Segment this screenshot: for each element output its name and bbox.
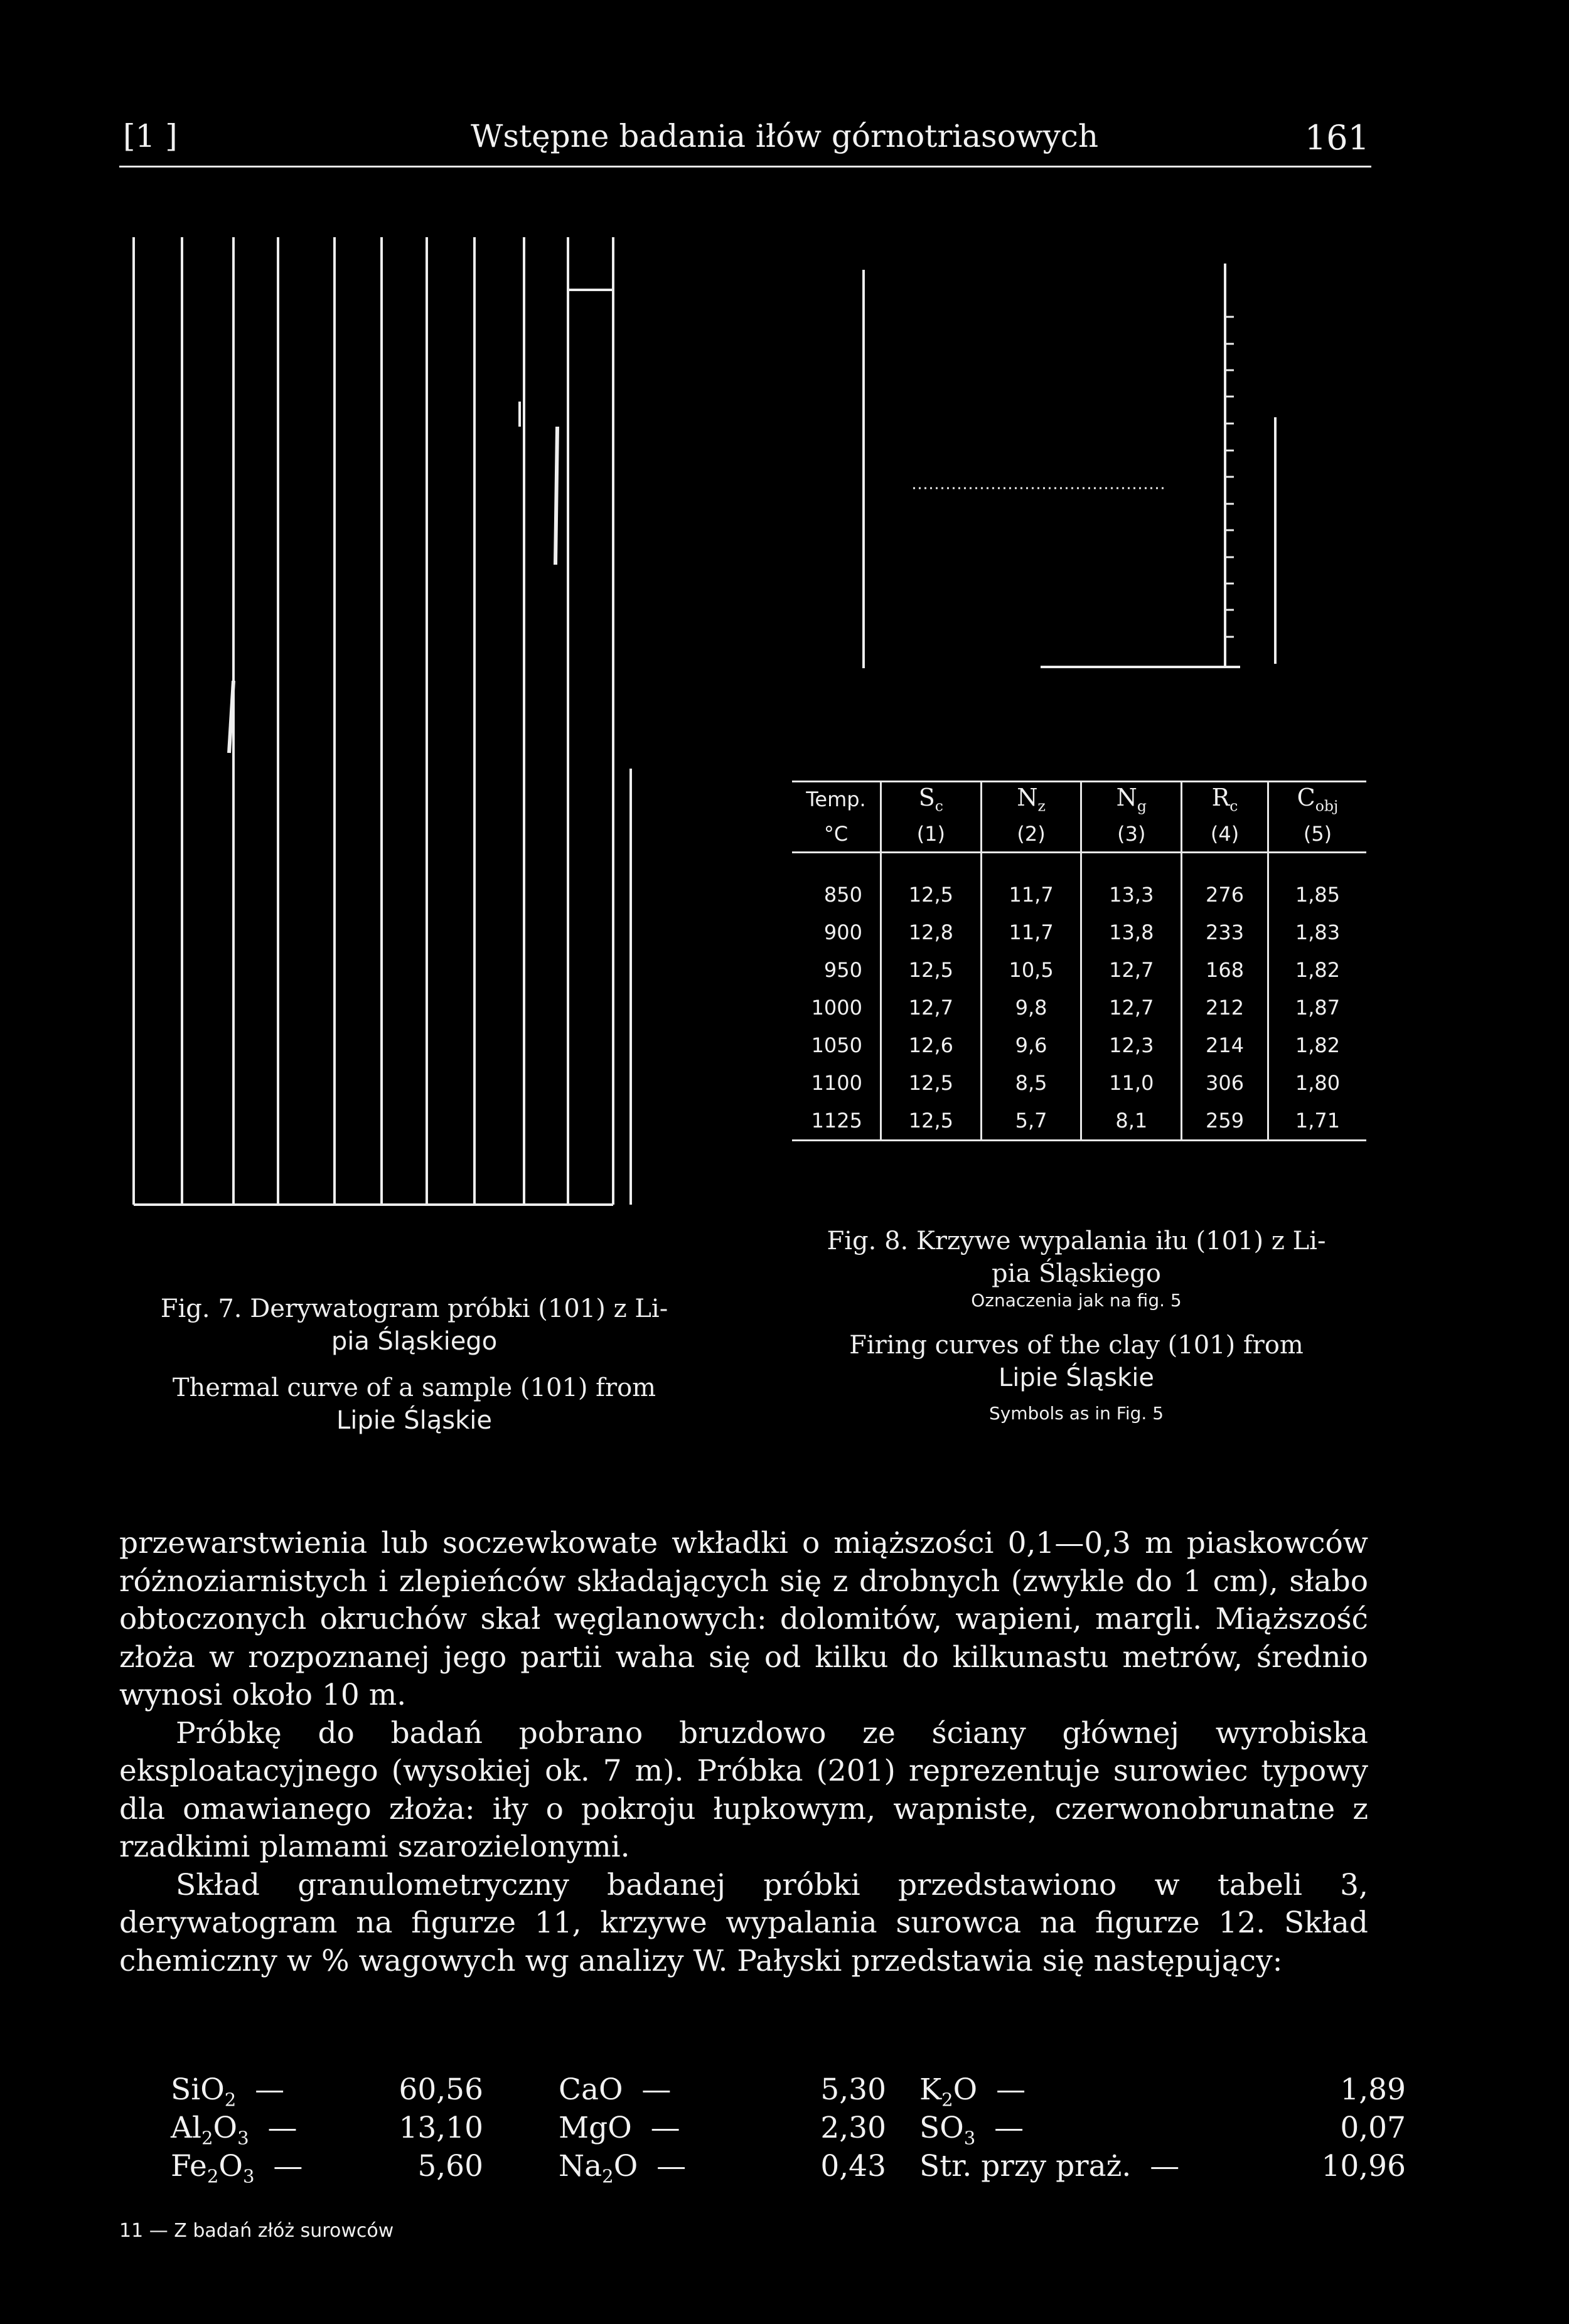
table-cell: 12,7 [881,989,982,1026]
table-cell: 12,6 [881,1026,982,1064]
table-cell: 5,7 [981,1102,1081,1141]
table-cell: 259 [1182,1102,1268,1141]
caption-line: Thermal curve of a sample (101) from [172,1373,656,1402]
table-cell: 12,5 [881,1064,982,1102]
fig8-ticks [1225,317,1234,637]
chem-formula: MgO — [559,2111,699,2145]
th-rc: $R_c$ [1182,782,1268,817]
table-cell: 11,7 [981,914,1081,951]
table-cell: 11,0 [1081,1064,1182,1102]
th-unit: °C [792,816,881,853]
caption-line: Firing curves of the clay (101) from [849,1331,1304,1360]
chem-value: 60,56 [399,2072,483,2107]
chem-value: 5,60 [417,2149,483,2183]
caption-line: Lipie Śląskie [336,1406,492,1435]
table-cell: 1,87 [1268,989,1366,1026]
table-cell: 1,80 [1268,1064,1366,1102]
table-cell: 12,7 [1081,951,1182,989]
table-row [792,1026,1366,1064]
chem-value: 1,89 [1340,2072,1406,2107]
table-cell: 900 [823,920,862,944]
table-cell: 8,1 [1081,1102,1182,1141]
table-cell: 12,3 [1081,1026,1182,1064]
chem-formula: $SO_3$ — [919,2111,1043,2149]
table-cell: 1,82 [1268,1026,1366,1064]
table-row [792,951,1366,989]
caption-line: Lipie Śląskie [999,1363,1154,1392]
table-cell: 306 [1182,1064,1268,1102]
table-cell: 233 [1182,914,1268,951]
paragraph: Próbkę do badań pobrano bruzdowo ze ściany głównej wyrobiska eksploatacyjnego (wysokiej ok. 7 m). Próbka (201) reprezentuje surowiec typowy dla omawianego złoża: iły o pokroju łupkowym, wapniste, czerwonobrunatne z rzadkimi plamami szarozielonymi. [119,1715,1368,1864]
section-marker: [1 ] [123,118,178,154]
table-row [792,989,1366,1026]
table-cell: 214 [1182,1026,1268,1064]
table-cell: 1,83 [1268,914,1366,951]
table-cell: 1100 [811,1071,862,1095]
fig8-symbols-en: Symbols as in Fig. 5 [988,1403,1164,1424]
table-cell: 11,7 [981,853,1081,914]
th-num: (4) [1182,816,1268,853]
chem-value: 5,30 [820,2072,886,2107]
table-cell: 12,5 [881,1102,982,1141]
table-cell: 1,85 [1268,853,1366,914]
footer-note: 11 — Z badań złóż surowców [119,2220,394,2242]
caption-line: Fig. 7. Derywatogram próbki (101) z Li- [160,1294,668,1323]
table-cell: 9,8 [981,989,1081,1026]
table-cell: 168 [1182,951,1268,989]
running-title: Wstępne badania iłów górnotriasowych [470,118,1099,154]
table-cell: 12,7 [1081,989,1182,1026]
th-ng: $N_g$ [1081,782,1182,817]
chem-formula: $Fe_2O_3$ — [171,2149,322,2187]
table-cell: 1,82 [1268,951,1366,989]
table-cell: 950 [823,958,862,982]
fig8-caption-pl [778,1225,1374,1290]
th-cobj: $C_{obj}$ [1268,782,1366,817]
chem-formula: SiO$_2$ — [171,2072,304,2111]
fig7-caption-pl [113,1293,715,1358]
table-cell: 12,5 [881,951,982,989]
table-cell: 9,6 [981,1026,1081,1064]
table-row [792,1064,1366,1102]
caption-line: Fig. 8. Krzywe wypalania iłu (101) z Li- [827,1227,1326,1255]
chem-value: 10,96 [1321,2149,1406,2183]
th-num: (5) [1268,816,1366,853]
caption-line: pia Śląskiego [992,1259,1161,1288]
table-cell: 13,8 [1081,914,1182,951]
chem-formula: $Na_2O$ — [559,2149,705,2187]
table-cell: 276 [1182,853,1268,914]
table-row [792,853,1366,914]
chem-value: 0,07 [1340,2111,1406,2145]
table-cell: 850 [823,883,862,907]
paragraph: przewarstwienia lub soczewkowate wkładki o miąższości 0,1—0,3 m piaskowców różnoziarnistych i zlepieńców składających się z drobnych (zwykle do 1 cm), słabo obtoczonych okruchów skał węglanowych: dolomitów, wapieni, margli. Miąższość złoża w rozpoznanej jego partii waha się od kilku do kilkunastu metrów, średnio wynosi około 10 m. [119,1526,1368,1712]
body-text [119,1525,1368,1980]
table-cell: 1050 [811,1033,862,1057]
table-row [792,914,1366,951]
page-number: 161 [1304,118,1369,157]
chem-value: 13,10 [399,2111,483,2145]
table-cell: 1000 [811,996,862,1020]
table-cell: 1125 [792,1102,881,1141]
th-num: (2) [981,816,1081,853]
th-nz: $N_z$ [981,782,1081,817]
table-cell: 13,3 [1081,853,1182,914]
caption-line: pia Śląskiego [331,1327,498,1356]
chem-formula: $Al_2O_3$ — [171,2111,316,2149]
paragraph: Skład granulometryczny badanej próbki przedstawiono w tabeli 3, derywatogram na figurze 11, krzywe wypalania surowca na figurze 12. Skład chemiczny w % wagowych wg analizy W. Pałyski przedstawia się następujący: [119,1867,1368,1978]
chem-value: 2,30 [820,2111,886,2145]
th-num: (3) [1081,816,1182,853]
chem-formula: CaO — [559,2072,690,2107]
chem-formula: $K_2O$ — [919,2072,1044,2111]
th-temp: Temp. [806,787,866,811]
th-num: (1) [881,816,982,853]
table-row [792,1102,1366,1141]
fig8-symbols-pl: Oznaczenia jak na fig. 5 [971,1290,1182,1311]
table-cell: 12,5 [881,853,982,914]
th-sc: $S_c$ [881,782,982,817]
fig7-caption-en [113,1372,715,1437]
table-cell: 12,8 [881,914,982,951]
chem-formula: Str. przy praż. — [919,2149,1199,2183]
table-cell: 212 [1182,989,1268,1026]
firing-curves-table [792,781,1366,1141]
table-cell: 10,5 [981,951,1081,989]
fig8-caption-en [778,1329,1374,1394]
table-cell: 8,5 [981,1064,1081,1102]
table-cell: 1,71 [1268,1102,1366,1141]
chem-value: 0,43 [820,2149,886,2183]
